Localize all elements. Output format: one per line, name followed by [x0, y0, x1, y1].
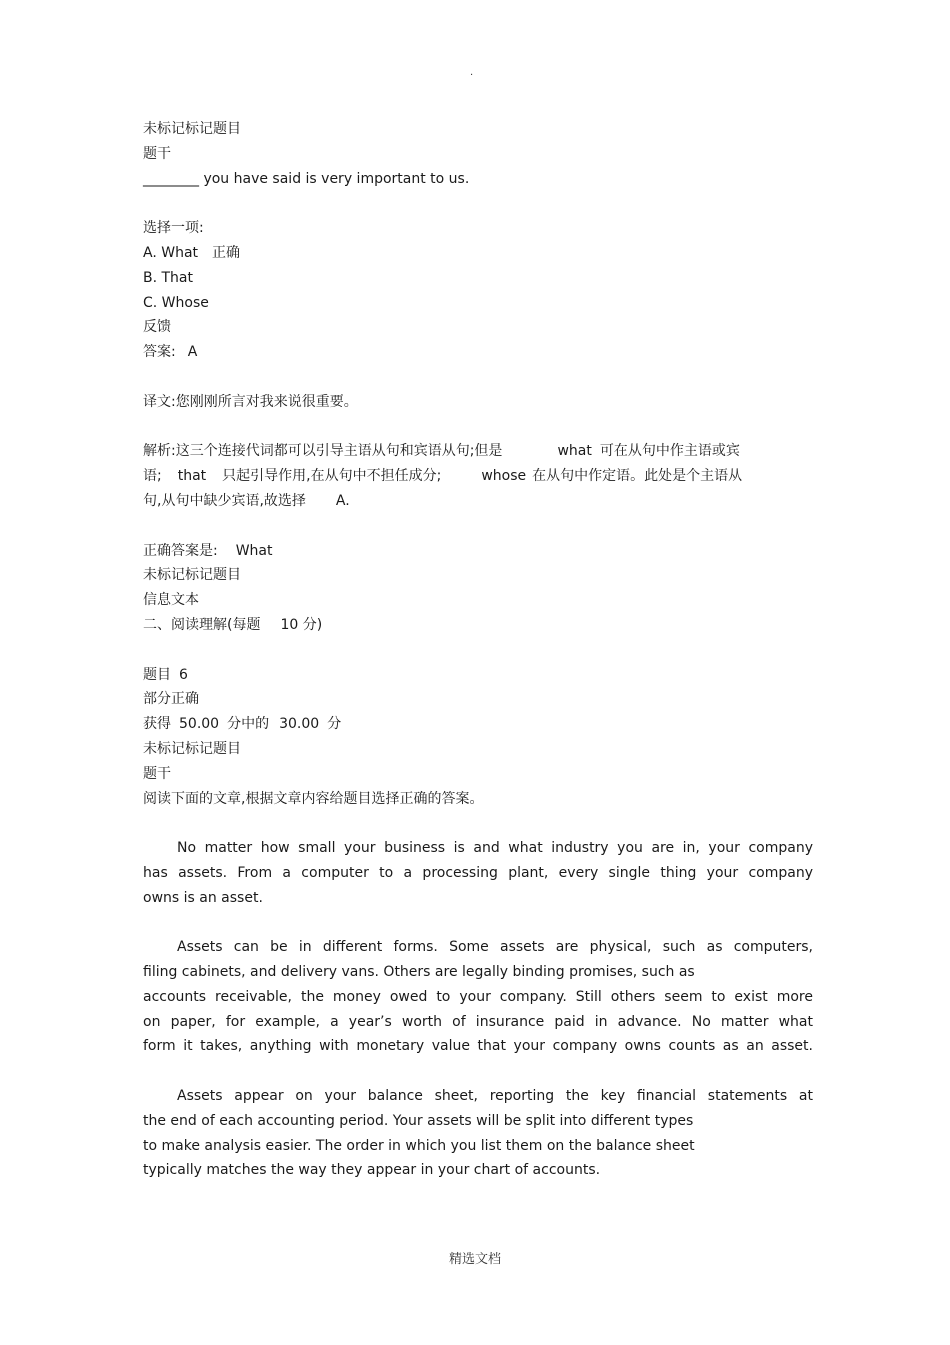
question-score: 获得 50.00 分中的 30.00 分 — [143, 716, 342, 733]
passage-p1-line-3: owns is an asset. — [143, 889, 263, 906]
analysis-line-1: 解析:这三个连接代词都可以引导主语从句和宾语从句;但是 what 可在从句中作主语或宾 — [143, 443, 740, 460]
passage-p3-line-3: to make analysis easier. The order in which you list them on the balance sheet — [143, 1137, 695, 1154]
header-dot: · — [470, 70, 474, 81]
option-b[interactable]: B. That — [143, 269, 193, 286]
option-a[interactable] — [143, 241, 813, 266]
flag-question-link[interactable]: 未标记标记题目 — [143, 121, 241, 137]
passage-p1-line-1: No matter how small your business is and what industry you are in, your company — [177, 840, 813, 857]
answer-value: A — [187, 344, 198, 361]
info-text-label: 信息文本 — [143, 592, 199, 609]
option-c[interactable]: C. Whose — [143, 294, 209, 311]
stem-label: 题干 — [143, 145, 171, 162]
question-stem: ________ you have said is very important to us. — [143, 170, 470, 187]
choose-one-label: 选择一项: — [143, 220, 204, 237]
passage-p2-line-2: filing cabinets, and delivery vans. Others are legally binding promises, such as — [143, 964, 695, 981]
option-a-label: A. What — [143, 244, 199, 261]
passage-p2-line-5: form it takes, anything with monetary value that your company owns counts as an asset. — [143, 1038, 813, 1055]
document-content — [143, 117, 813, 1183]
passage-p3-line-1: Assets appear on your balance sheet, reporting the key financial statements at — [177, 1088, 813, 1105]
passage-p2-line-3: accounts receivable, the money owed to your company. Still others seem to exist more — [143, 988, 813, 1005]
passage-p1-line-2: has assets. From a computer to a processing plant, every single thing your company — [143, 864, 813, 881]
stem-label: 题干 — [143, 765, 171, 782]
passage-p2-line-1: Assets can be in different forms. Some assets are physical, such as computers, — [177, 939, 813, 956]
flag-question-link[interactable]: 未标记标记题目 — [143, 567, 241, 584]
passage-p3-line-4: typically matches the way they appear in your chart of accounts. — [143, 1162, 601, 1179]
answer-label: 答案: — [143, 344, 176, 361]
section-title: 二、阅读理解(每题 10 分) — [143, 616, 323, 633]
translation: 译文:您刚刚所言对我来说很重要。 — [143, 393, 358, 410]
question-number: 题目 6 — [143, 666, 188, 683]
passage-p2-line-4: on paper, for example, a year’s worth of insurance paid in advance. No matter what — [143, 1013, 813, 1030]
correct-answer-line: 正确答案是: What — [143, 542, 273, 559]
page-footer: 精选文档 — [448, 1252, 501, 1267]
passage-p3-line-2: the end of each accounting period. Your assets will be split into different types — [143, 1112, 694, 1129]
analysis-line-2: 语; that 只起引导作用,在从句中不担任成分; whose 在从句中作定语。此处是个主语从 — [143, 468, 743, 485]
analysis-line-3: 句,从句中缺少宾语,故选择 A. — [143, 492, 350, 509]
reading-instruction: 阅读下面的文章,根据文章内容给题目选择正确的答案。 — [143, 790, 484, 807]
question-status: 部分正确 — [143, 691, 199, 708]
correct-mark: 正确 — [212, 244, 241, 261]
flag-question-link[interactable]: 未标记标记题目 — [143, 740, 241, 757]
answer-line — [143, 340, 813, 365]
feedback-label: 反馈 — [143, 319, 171, 336]
